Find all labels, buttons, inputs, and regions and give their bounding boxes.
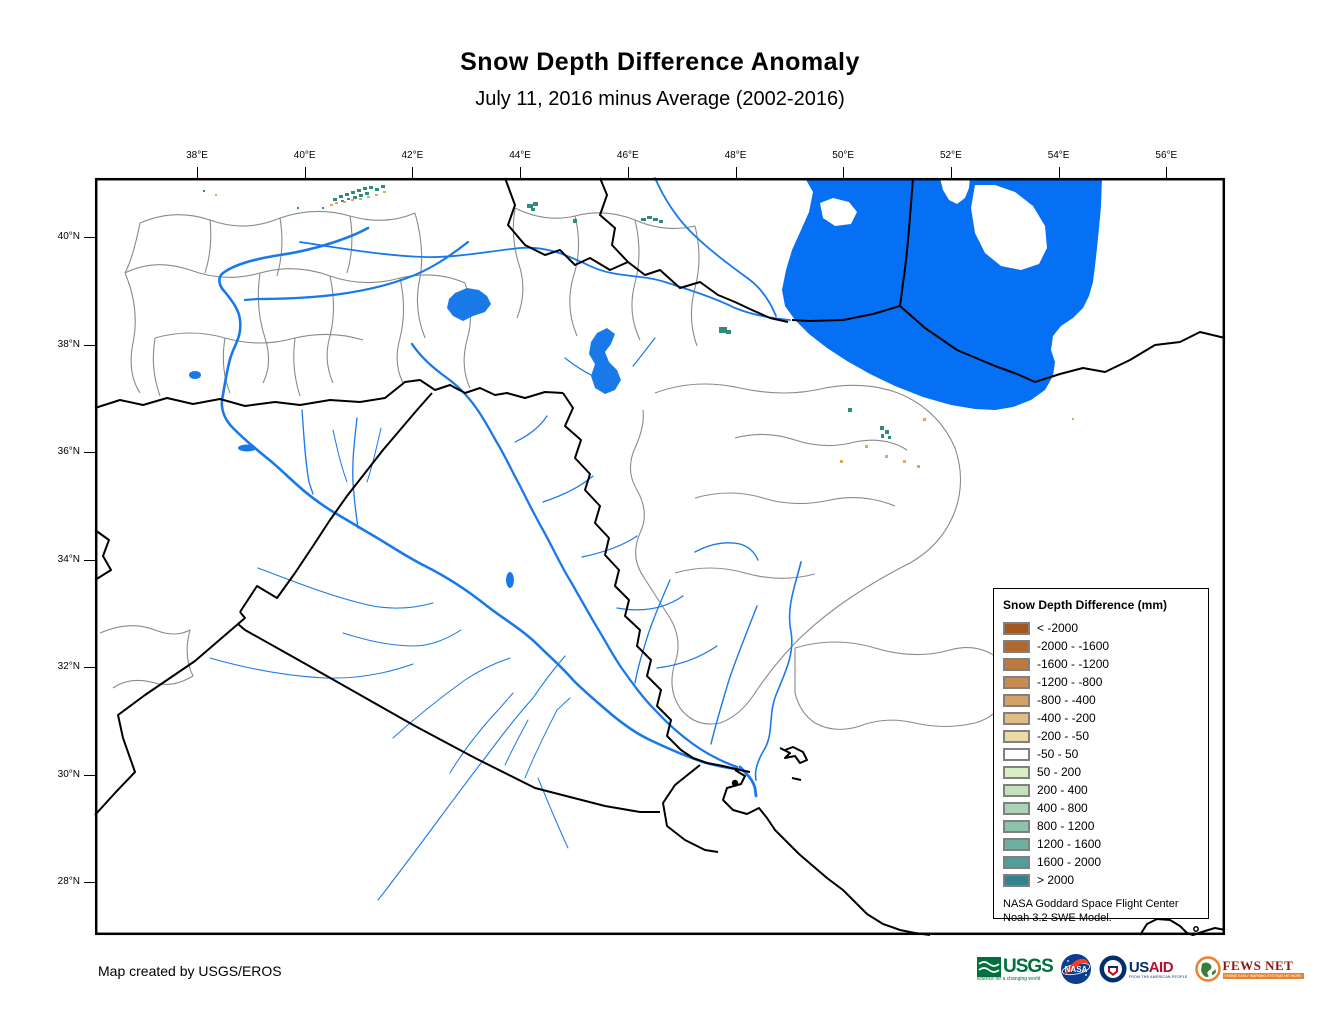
lat-tick-mark bbox=[84, 560, 95, 561]
turkey-syria-border bbox=[95, 380, 563, 408]
lon-tick-label: 46°E bbox=[616, 150, 639, 161]
logo-bar bbox=[977, 953, 1304, 985]
legend-item-label: -800 - -400 bbox=[1037, 693, 1096, 707]
legend bbox=[993, 588, 1209, 924]
legend-item-label: -400 - -200 bbox=[1037, 711, 1096, 725]
legend-item-label: -50 - 50 bbox=[1037, 747, 1079, 761]
legend-item bbox=[1003, 745, 1204, 763]
svg-text:NASA: NASA bbox=[1064, 965, 1088, 974]
lat-tick-label: 28°N bbox=[57, 876, 80, 887]
lat-tick-mark bbox=[84, 452, 95, 453]
lakes bbox=[189, 288, 621, 588]
legend-swatch bbox=[1003, 676, 1030, 689]
lake-assad bbox=[238, 445, 256, 452]
lon-tick-label: 40°E bbox=[293, 150, 316, 161]
legend-swatch bbox=[1003, 766, 1030, 779]
page-title: Snow Depth Difference Anomaly bbox=[460, 48, 860, 76]
usaid-seal-icon bbox=[1099, 955, 1127, 983]
legend-item bbox=[1003, 817, 1204, 835]
legend-item bbox=[1003, 655, 1204, 673]
fewsnet-banner: FAMINE EARLY WARNING SYSTEMS NETWORK bbox=[1224, 974, 1302, 978]
legend-swatch bbox=[1003, 820, 1030, 833]
legend-item-label: 800 - 1200 bbox=[1037, 819, 1095, 833]
lon-tick-mark bbox=[197, 167, 198, 178]
legend-item bbox=[1003, 709, 1204, 727]
legend-item bbox=[1003, 691, 1204, 709]
lon-tick-label: 52°E bbox=[939, 150, 962, 161]
shatt-delta-marsh bbox=[780, 747, 807, 763]
map-attribution: Map created by USGS/EROS bbox=[98, 963, 282, 979]
lon-tick-label: 44°E bbox=[509, 150, 531, 161]
legend-item-label: < -2000 bbox=[1037, 621, 1079, 635]
page-subtitle: July 11, 2016 minus Average (2002-2016) bbox=[475, 88, 845, 110]
legend-note-line2: Noah 3.2 SWE Model. bbox=[1003, 912, 1112, 924]
lat-tick-mark bbox=[84, 237, 95, 238]
fewsnet-wordmark: FEWS NET bbox=[1222, 958, 1294, 973]
legend-swatch bbox=[1003, 694, 1030, 707]
kuwait-border bbox=[663, 765, 718, 852]
lat-tick-label: 32°N bbox=[57, 661, 80, 672]
legend-item bbox=[1003, 799, 1204, 817]
legend-title: Snow Depth Difference (mm) bbox=[1003, 598, 1168, 612]
lat-tick-label: 38°N bbox=[57, 338, 80, 350]
legend-swatch bbox=[1003, 874, 1030, 887]
lake-van bbox=[447, 288, 491, 321]
iran-turkmenistan-border bbox=[1035, 332, 1225, 382]
legend-item-label: -200 - -50 bbox=[1037, 729, 1090, 743]
usgs-wordmark: USGS bbox=[1003, 956, 1053, 977]
usaid-wordmark-aid: AID bbox=[1148, 958, 1174, 976]
lon-tick-mark bbox=[951, 167, 952, 178]
iraq-saudi-border bbox=[245, 630, 660, 812]
legend-item-label: 1600 - 2000 bbox=[1037, 855, 1102, 869]
lon-tick-mark bbox=[843, 167, 844, 178]
nasa-logo bbox=[1060, 953, 1092, 985]
lon-tick-mark bbox=[628, 167, 629, 178]
lat-tick-mark bbox=[84, 882, 95, 883]
kura-river bbox=[655, 178, 776, 316]
lon-tick-mark bbox=[1166, 167, 1167, 178]
legend-swatch bbox=[1003, 730, 1030, 743]
lake-tharthar bbox=[506, 572, 514, 588]
legend-swatch bbox=[1003, 658, 1030, 671]
lat-tick-label: 36°N bbox=[57, 446, 80, 457]
legend-note-line1: NASA Goddard Space Flight Center bbox=[1003, 898, 1179, 910]
legend-item-label: 50 - 200 bbox=[1037, 765, 1082, 779]
legend-swatch bbox=[1003, 802, 1030, 815]
legend-note bbox=[1003, 897, 1204, 925]
legend-swatch bbox=[1003, 640, 1030, 653]
keban-reservoir bbox=[189, 371, 201, 379]
lat-tick-label: 34°N bbox=[57, 553, 80, 565]
lon-tick-label: 54°E bbox=[1047, 150, 1070, 161]
tigris-river bbox=[412, 344, 737, 767]
legend-item bbox=[1003, 781, 1204, 799]
jordan-saudi-border bbox=[95, 624, 238, 815]
legend-item-label: 400 - 800 bbox=[1037, 801, 1088, 815]
lon-tick-label: 48°E bbox=[724, 150, 747, 161]
lon-tick-mark bbox=[736, 167, 737, 178]
legend-item bbox=[1003, 853, 1204, 871]
jordan-elbow bbox=[238, 612, 245, 630]
legend-item-label: -2000 - -1600 bbox=[1037, 639, 1110, 653]
legend-swatch bbox=[1003, 712, 1030, 725]
lat-tick-label: 30°N bbox=[57, 768, 80, 780]
usgs-logo bbox=[977, 956, 1053, 982]
legend-item bbox=[1003, 763, 1204, 781]
legend-item-label: > 2000 bbox=[1037, 873, 1075, 887]
usaid-tagline: FROM THE AMERICAN PEOPLE bbox=[1128, 974, 1188, 979]
legend-swatch bbox=[1003, 748, 1030, 761]
legend-item-label: 200 - 400 bbox=[1037, 783, 1088, 797]
lat-tick-mark bbox=[84, 775, 95, 776]
fewsnet-logo bbox=[1195, 956, 1304, 982]
lon-tick-label: 42°E bbox=[401, 150, 424, 161]
lon-tick-mark bbox=[305, 167, 306, 178]
lon-tick-label: 50°E bbox=[832, 150, 855, 161]
legend-swatch bbox=[1003, 784, 1030, 797]
lon-tick-mark bbox=[520, 167, 521, 178]
lon-tick-mark bbox=[1059, 167, 1060, 178]
legend-item bbox=[1003, 673, 1204, 691]
syria-iraq-border bbox=[240, 393, 432, 612]
usaid-logo bbox=[1099, 955, 1188, 983]
usgs-wave-icon bbox=[977, 956, 1001, 978]
lake-urmia bbox=[589, 328, 621, 394]
lat-tick-mark bbox=[84, 667, 95, 668]
lon-tick-mark bbox=[412, 167, 413, 178]
legend-item bbox=[1003, 871, 1204, 889]
bahrain-island bbox=[1194, 927, 1198, 931]
legend-item bbox=[1003, 637, 1204, 655]
legend-swatch bbox=[1003, 622, 1030, 635]
caucasus-ridge-cluster bbox=[203, 185, 386, 209]
usaid-wordmark-us: US bbox=[1128, 958, 1149, 976]
legend-item-label: -1200 - -800 bbox=[1037, 675, 1103, 689]
lon-tick-label: 38°E bbox=[186, 150, 208, 161]
legend-item-label: -1600 - -1200 bbox=[1037, 657, 1110, 671]
legend-item bbox=[1003, 835, 1204, 853]
legend-item-label: 1200 - 1600 bbox=[1037, 837, 1102, 851]
legend-item bbox=[1003, 727, 1204, 745]
lat-tick-mark bbox=[84, 345, 95, 346]
legend-items bbox=[1003, 619, 1204, 889]
lon-tick-label: 56°E bbox=[1155, 150, 1178, 161]
rivers bbox=[210, 178, 801, 900]
usgs-tagline: science for a changing world bbox=[977, 976, 1041, 982]
legend-swatch bbox=[1003, 856, 1030, 869]
fewsnet-globe-icon bbox=[1195, 956, 1221, 982]
lat-tick-label: 40°N bbox=[57, 231, 80, 242]
legend-item bbox=[1003, 619, 1204, 637]
legend-swatch bbox=[1003, 838, 1030, 851]
iran-iraq-border bbox=[563, 393, 750, 772]
